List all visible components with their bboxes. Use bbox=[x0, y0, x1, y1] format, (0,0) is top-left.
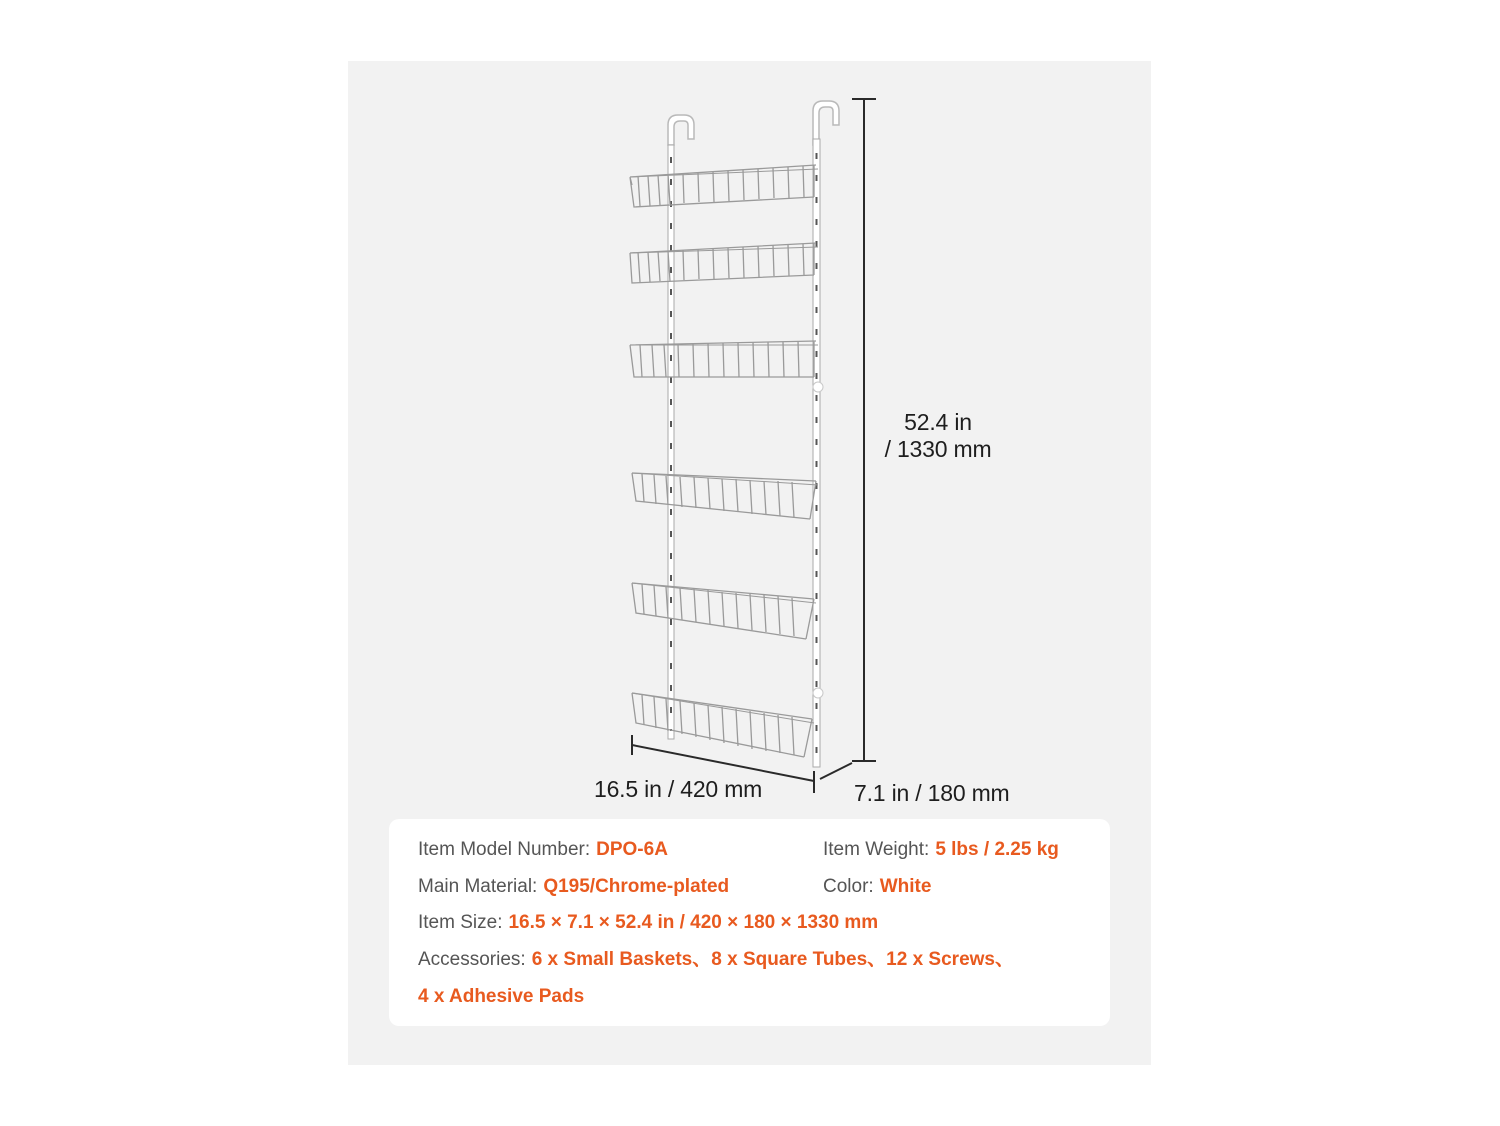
spec-label: Item Model Number: bbox=[418, 839, 591, 860]
basket-3 bbox=[630, 341, 818, 377]
depth-dimension-line bbox=[820, 763, 852, 779]
height-dimension-label bbox=[878, 409, 998, 463]
spec-value: DPO-6A bbox=[596, 839, 668, 860]
spec-material bbox=[418, 875, 729, 899]
basket-2 bbox=[630, 243, 818, 283]
specifications-card bbox=[389, 819, 1110, 1026]
width-dimension-label: 16.5 in / 420 mm bbox=[594, 776, 763, 802]
spec-label: Color: bbox=[823, 876, 874, 897]
upright-left bbox=[668, 145, 674, 739]
depth-dimension-label: 7.1 in / 180 mm bbox=[854, 780, 1010, 806]
spec-label: Item Weight: bbox=[823, 839, 930, 860]
spec-weight bbox=[823, 838, 1059, 862]
spec-value: White bbox=[879, 876, 932, 897]
upright-right bbox=[813, 139, 820, 767]
spec-label: Accessories: bbox=[418, 949, 526, 970]
spec-model-number bbox=[418, 838, 668, 862]
spec-value: 5 lbs / 2.25 kg bbox=[935, 839, 1059, 860]
spec-item-size bbox=[418, 911, 878, 935]
height-dimension-imperial: 52.4 in bbox=[904, 409, 972, 435]
basket-6 bbox=[632, 693, 814, 757]
basket-5 bbox=[632, 583, 816, 639]
spec-label: Main Material: bbox=[418, 876, 538, 897]
spec-label: Item Size: bbox=[418, 912, 503, 933]
basket-1 bbox=[630, 165, 818, 207]
spec-value: Q195/Chrome-plated bbox=[543, 876, 730, 897]
spec-value: 16.5 × 7.1 × 52.4 in / 420 × 180 × 1330 mm bbox=[508, 912, 879, 933]
door-hook-left bbox=[668, 115, 694, 145]
wire-baskets bbox=[630, 165, 818, 757]
basket-4 bbox=[632, 473, 818, 519]
door-hook-right bbox=[813, 101, 839, 145]
spec-color bbox=[823, 875, 931, 899]
height-dimension-line bbox=[852, 99, 876, 761]
spec-accessories bbox=[418, 948, 1014, 972]
spec-accessories-continued bbox=[418, 985, 584, 1009]
over-door-rack-illustration bbox=[348, 61, 1151, 821]
height-dimension-metric: / 1330 mm bbox=[884, 436, 992, 462]
spec-value: 4 x Adhesive Pads bbox=[418, 986, 585, 1007]
spec-value: 6 x Small Baskets、8 x Square Tubes、12 x Screws、 bbox=[531, 949, 1014, 970]
